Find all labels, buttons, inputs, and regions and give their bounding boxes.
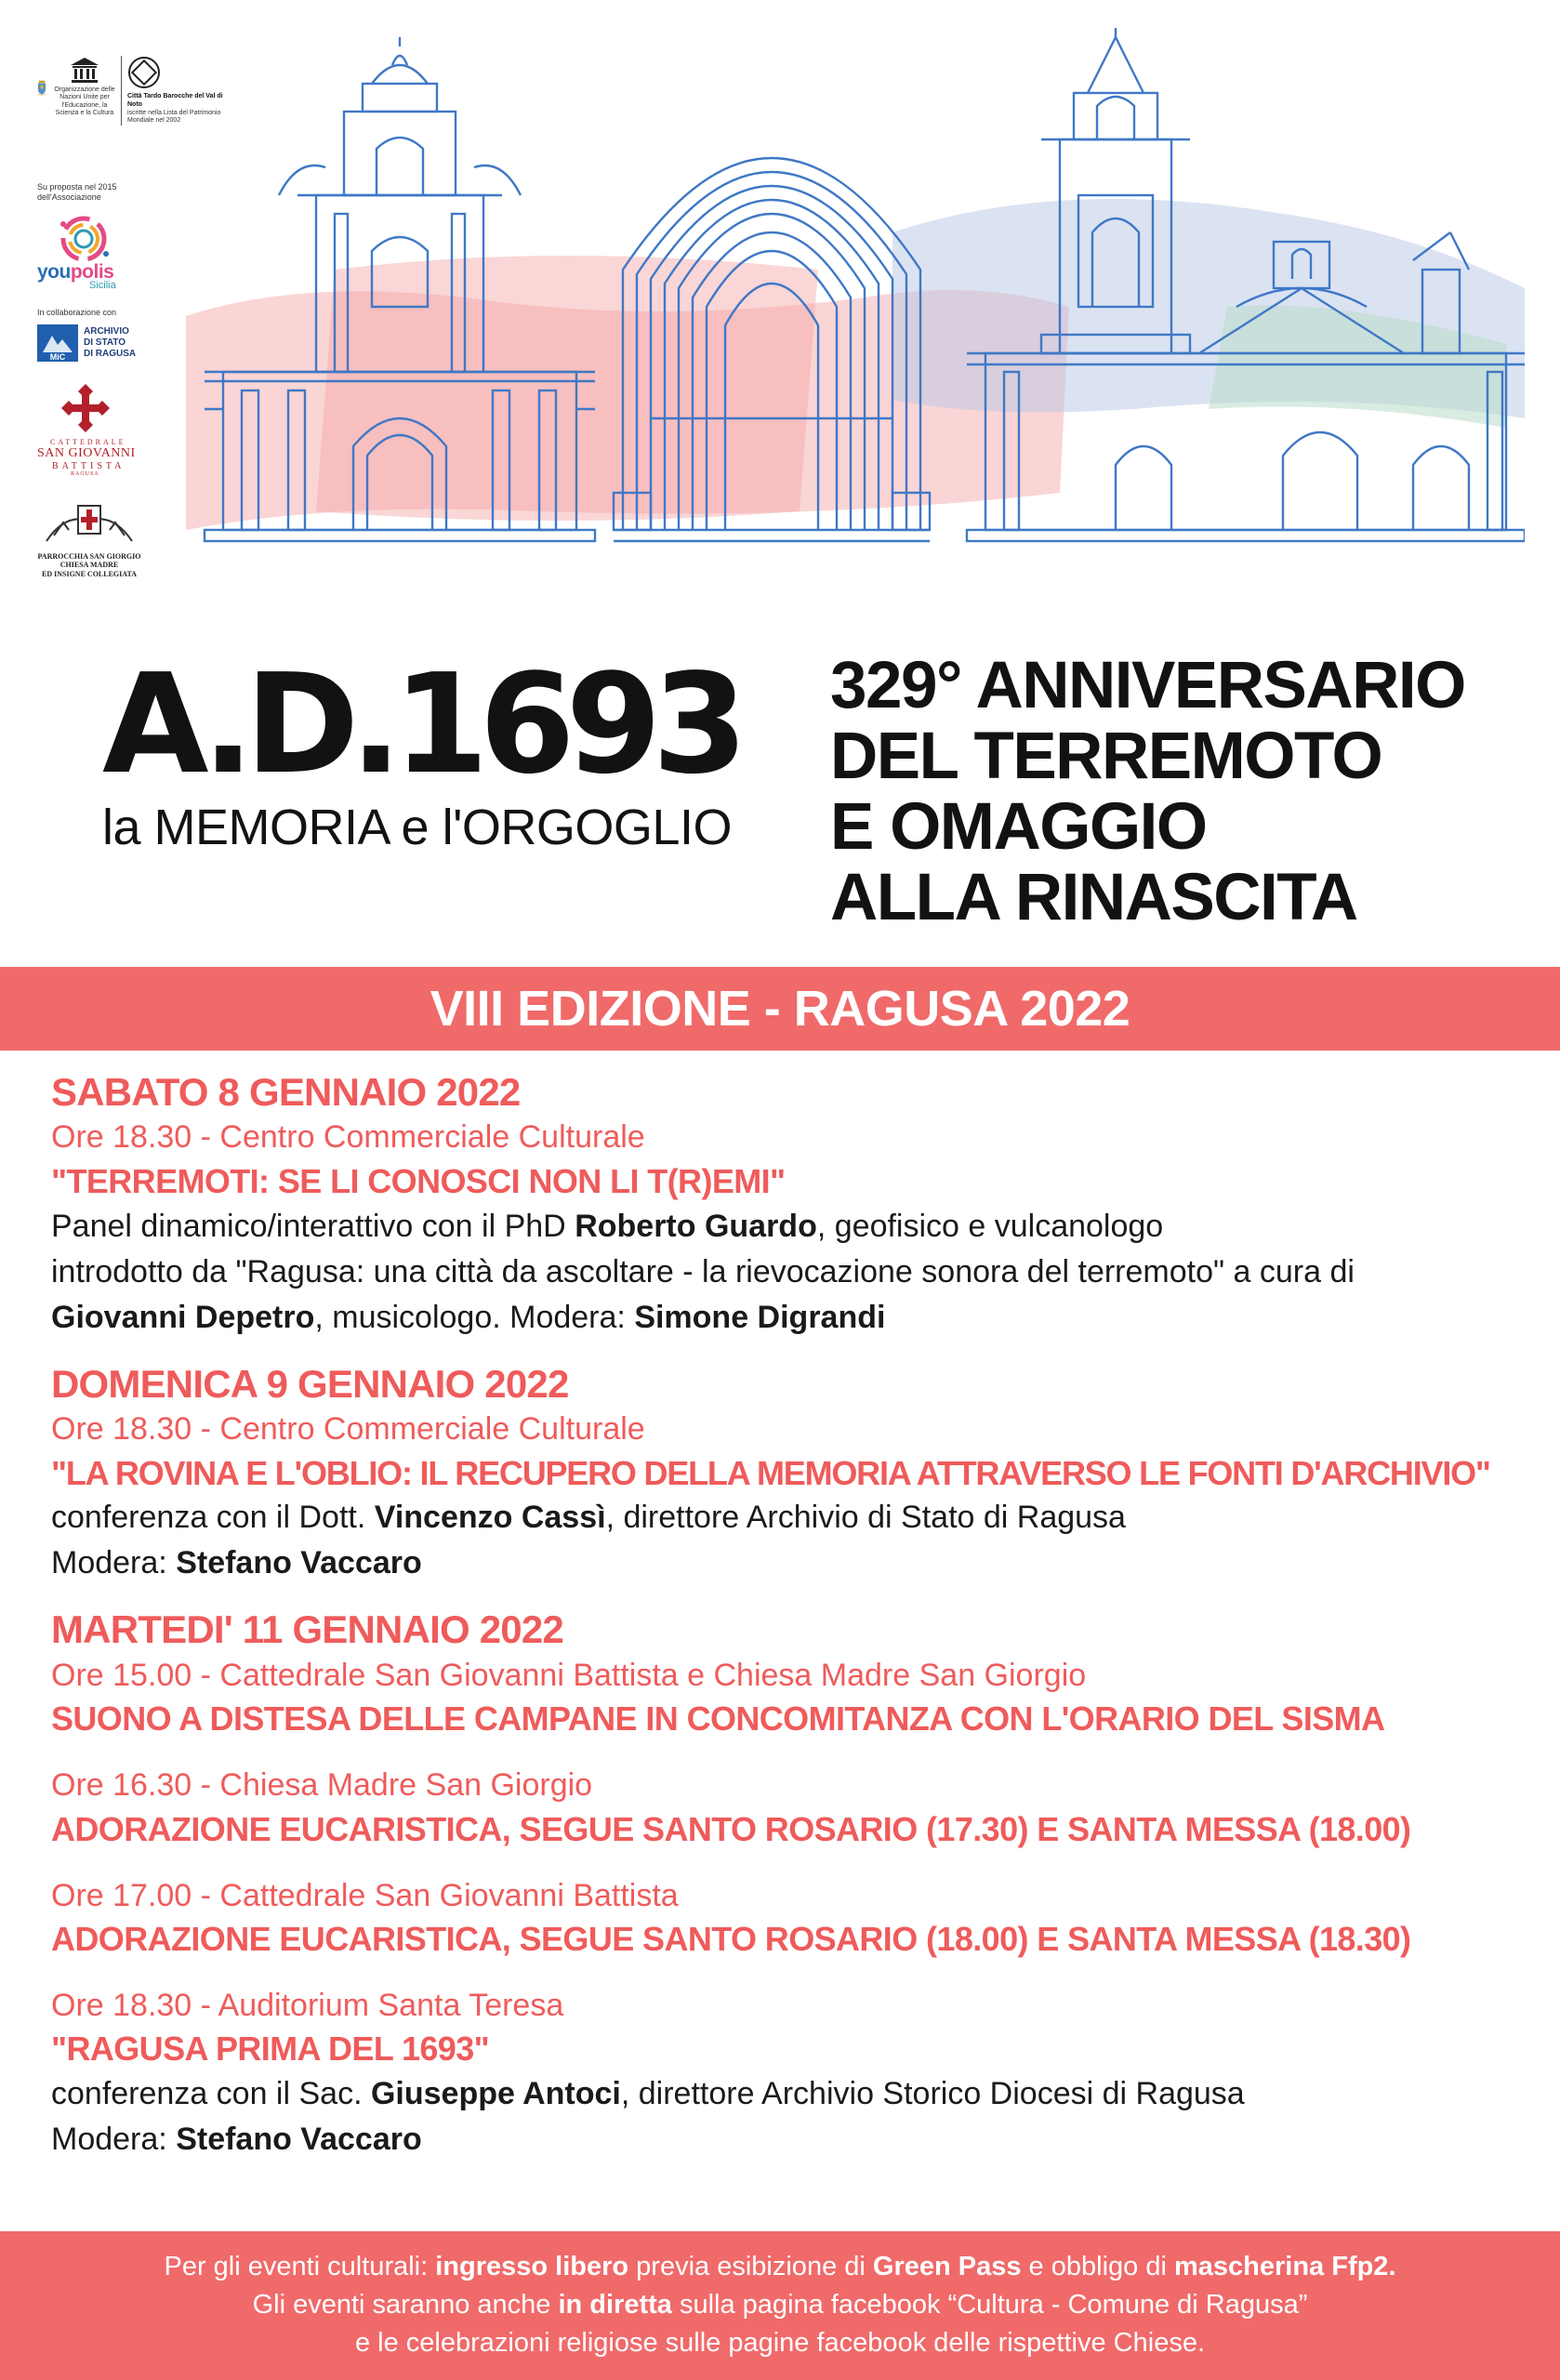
event-program [51, 1069, 1539, 2162]
event-time: Ore 16.30 - Chiesa Madre San Giorgio [51, 1767, 593, 1804]
footer-emphasis: Green Pass [872, 2252, 1022, 2281]
unesco-caption: Organizzazione delle Nazioni Unite per l'Educazione, la Scienza e la Cultura [54, 86, 115, 117]
desc-text: conferenza con il Sac. [51, 2076, 371, 2112]
baroque-churches-illustration [186, 28, 1525, 586]
footer-text: Gli eventi saranno anche [252, 2290, 559, 2320]
youpolis-you: you [37, 260, 71, 283]
day-date: MARTEDI' 11 GENNAIO 2022 [51, 1607, 563, 1652]
event-title: ADORAZIONE EUCARISTICA, SEGUE SANTO ROSARIO (18.00) E SANTA MESSA (18.30) [51, 1920, 1411, 1959]
mic-label: MiC [49, 351, 66, 362]
mic-ministry-icon [37, 324, 78, 362]
desc-text: , musicologo. Modera: [314, 1299, 635, 1335]
footer-emphasis: mascherina Ffp2. [1173, 2252, 1396, 2281]
footer-text: Per gli eventi culturali: [164, 2252, 436, 2281]
footer-emphasis: in diretta [558, 2290, 672, 2320]
event-time: Ore 15.00 - Cattedrale San Giovanni Battista e Chiesa Madre San Giorgio [51, 1657, 1087, 1693]
cattedrale-line1: CATTEDRALE [50, 437, 126, 446]
day-date: SABATO 8 GENNAIO 2022 [51, 1070, 521, 1114]
speaker-name: Vincenzo Cassì [374, 1500, 606, 1536]
event-description-line [51, 1540, 1539, 1586]
event-time: Ore 18.30 - Centro Commerciale Culturale [51, 1411, 645, 1448]
parrocchia-line2: CHIESA MADRE [59, 561, 119, 570]
day-section-2 [51, 1361, 1539, 1587]
footer-line-3: e le celebrazioni religiose sulle pagine facebook delle rispettive Chiese. [354, 2328, 1206, 2359]
moderator-name: Simone Digrandi [634, 1299, 886, 1335]
heritage-title: Città Tardo Barocche del Val di Noto [127, 93, 223, 108]
event-description-line [51, 2117, 1539, 2162]
day-section-1 [51, 1069, 1539, 1341]
footer-text: sulla pagina facebook “Cultura - Comune di Ragusa” [671, 2290, 1308, 2320]
moderator-name: Stefano Vaccaro [176, 1545, 422, 1581]
event-description-line [51, 2071, 1539, 2117]
cattedrale-line2: SAN GIOVANNI [37, 445, 136, 460]
youpolis-ring-icon [46, 213, 121, 265]
event-title: "RAGUSA PRIMA DEL 1693" [51, 2030, 490, 2069]
subtitle: la MEMORIA e l'ORGOGLIO [102, 800, 732, 855]
desc-text: , direttore Archivio di Stato di Ragusa [605, 1500, 1126, 1536]
anniversary-line-1: 329° ANNIVERSARIO [830, 649, 1465, 722]
speaker-name: Giuseppe Antoci [370, 2076, 621, 2112]
footer-line-1 [0, 2248, 1560, 2286]
collaboration-caption: In collaborazione con [37, 307, 117, 317]
event-time: Ore 18.30 - Centro Commerciale Culturale [51, 1119, 645, 1156]
edition-band [0, 967, 1560, 1051]
parrocchia-line1: PARROCCHIA SAN GIORGIO [37, 552, 141, 562]
footer-text: previa esibizione di [628, 2252, 873, 2281]
main-title: A.D.1693 [102, 644, 739, 804]
cattedrale-line3: BATTISTA [52, 460, 126, 471]
day-section-3 [51, 1606, 1539, 2162]
footer-notice [0, 2231, 1560, 2380]
event-description-line [51, 1495, 1539, 1540]
edition-text: VIII EDIZIONE - RAGUSA 2022 [430, 981, 1130, 1037]
ragusa-coat-of-arms-icon [37, 28, 46, 149]
proposal-caption: Su proposta nel 2015 dell'Associazione [37, 182, 117, 203]
speaker-name: Giovanni Depetro [51, 1299, 315, 1335]
archivio-line2: DI STATO [84, 337, 126, 348]
anniversary-line-2: DEL TERREMOTO [830, 719, 1382, 793]
event-title: ADORAZIONE EUCARISTICA, SEGUE SANTO ROSARIO (17.30) E SANTA MESSA (18.00) [51, 1809, 1411, 1848]
unesco-logo [54, 56, 115, 126]
parrocchia-emblem-icon [37, 498, 141, 552]
anniversary-line-4: ALLA RINASCITA [830, 860, 1357, 934]
cattedrale-cross-icon [58, 382, 113, 434]
desc-text: conferenza con il Dott. [51, 1500, 375, 1536]
footer-text: e obbligo di [1021, 2252, 1174, 2281]
desc-text: Modera: [51, 2122, 177, 2158]
desc-text: , geofisico e vulcanologo [816, 1208, 1164, 1244]
desc-text: , direttore Archivio Storico Diocesi di Ragusa [620, 2076, 1245, 2112]
event-title: "LA ROVINA E L'OBLIO: IL RECUPERO DELLA MEMORIA ATTRAVERSO LE FONTI D'ARCHIVIO" [51, 1453, 1490, 1492]
event-description-line [51, 1204, 1539, 1250]
footer-emphasis: ingresso libero [435, 2252, 629, 2281]
speaker-name: Roberto Guardo [575, 1208, 817, 1244]
world-heritage-emblem-icon [127, 56, 161, 89]
archivio-text [84, 326, 136, 360]
desc-text: Modera: [51, 1545, 177, 1581]
archivio-line1: ARCHIVIO [84, 325, 129, 337]
event-time: Ore 17.00 - Cattedrale San Giovanni Battista [51, 1877, 679, 1913]
youpolis-polis: polis [70, 260, 114, 283]
anniversary-heading [830, 651, 1537, 933]
event-title: "TERREMOTI: SE LI CONOSCI NON LI T(R)EMI" [51, 1161, 786, 1200]
title-left-block [102, 644, 790, 856]
footer-line-2 [0, 2286, 1560, 2324]
unesco-temple-icon [69, 56, 100, 84]
cattedrale-line4: RAGUSA [71, 471, 99, 478]
event-description-line [51, 1295, 1539, 1341]
moderator-name: Stefano Vaccaro [176, 2122, 422, 2158]
anniversary-line-3: E OMAGGIO [830, 789, 1207, 864]
youpolis-region: Sicilia [89, 279, 116, 291]
event-description-line: introdotto da "Ragusa: una città da ascoltare - la rievocazione sonora del terremoto" a cura di [51, 1253, 1355, 1289]
heritage-caption: iscritte nella Lista del Patrimonio Mondiale nel 2002 [127, 109, 221, 125]
day-date: DOMENICA 9 GENNAIO 2022 [51, 1361, 569, 1406]
parrocchia-text [37, 552, 141, 578]
archivio-line3: DI RAGUSA [84, 348, 137, 359]
event-title: SUONO A DISTESA DELLE CAMPANE IN CONCOMITANZA CON L'ORARIO DEL SISMA [51, 1699, 1385, 1739]
desc-text: Panel dinamico/interattivo con il PhD [51, 1208, 575, 1244]
event-time: Ore 18.30 - Auditorium Santa Teresa [51, 1987, 564, 2023]
parrocchia-line3: ED INSIGNE COLLEGIATA [42, 569, 137, 578]
